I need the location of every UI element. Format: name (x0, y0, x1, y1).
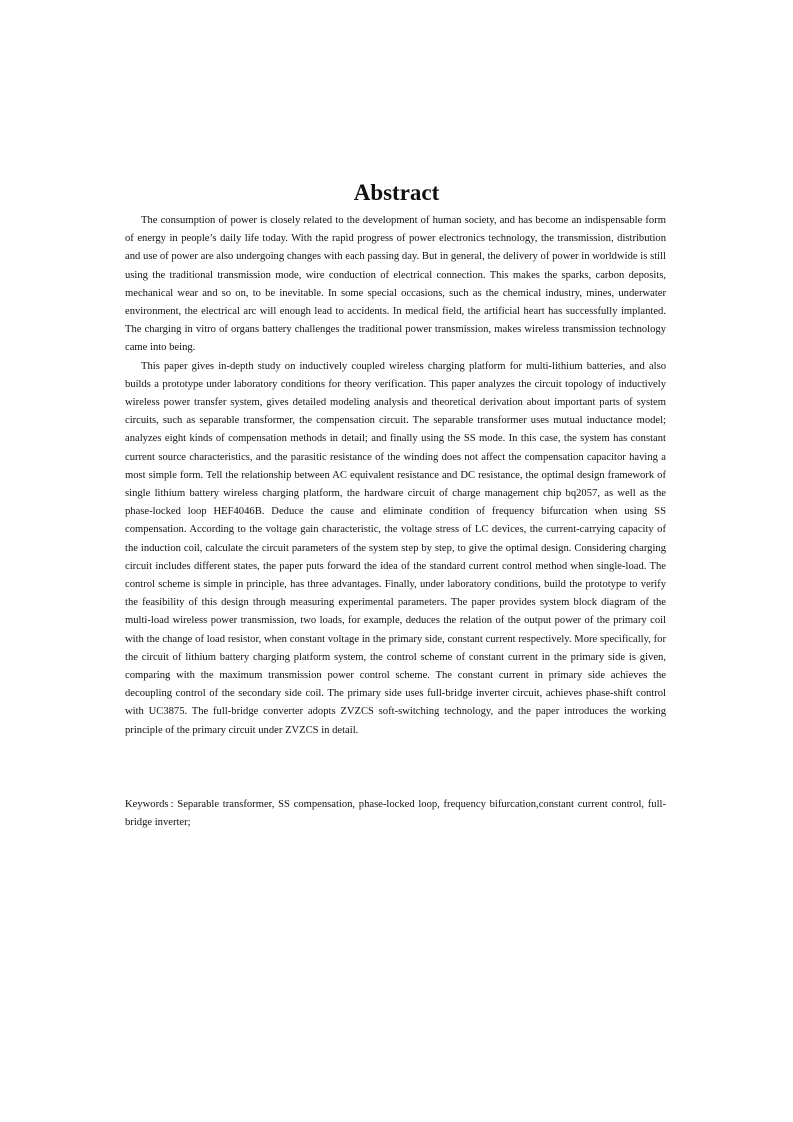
keywords-text: Keywords : Separable transformer, SS compensation, phase-locked loop, frequency bifurcation,constant current control, full-bridge inverter; (125, 799, 666, 829)
abstract-body (125, 212, 666, 740)
abstract-paragraph-1: The consumption of power is closely related to the development of human society, and has become an indispensable form of energy in people’s daily life today. With the rapid progress of power electronics technology, the transmission, distribution and use of power are also undergoing changes with each passing day. But in general, the delivery of power in worldwide is still using the traditional transmission mode, wire conduction of electrical connection. This makes the sparks, carbon deposits, mechanical wear and so on, to be inevitable. In some special occasions, such as the chemical industry, mines, underwater environment, the electrical arc will enough lead to accidents. In medical field, the artificial heart has successfully implanted. The charging in vitro of organs battery challenges the traditional power transmission, makes wireless transmission technology came into being. (125, 215, 666, 354)
keywords-section (125, 796, 666, 832)
abstract-title: Abstract (353, 180, 440, 205)
abstract-paragraph-2: This paper gives in-depth study on inductively coupled wireless charging platform for multi-lithium batteries, and also builds a prototype under laboratory conditions for theory verification. This paper analyzes the circuit topology of inductively wireless power transfer system, gives detailed modeling analysis and theoretical derivation about important parts of system circuits, such as separable transformer, the compensation circuit. The separable transformer uses mutual inductance model; analyzes eight kinds of compensation methods in detail; and finally using the SS mode. In this case, the system has constant current source characteristics, and the parasitic resistance of the winding does not affect the compensation capacitor having a most simple form. Tell the relationship between AC equivalent resistance and DC resistance, the optimal design framework of single lithium battery wireless charging platform, the hardware circuit of charge management chip bq2057, as well as the phase-locked loop HEF4046B. Deduce the cause and eliminate condition of frequency bifurcation when using SS compensation. According to the voltage gain characteristic, the voltage stress of LC devices, the current-carrying capacity of the induction coil, calculate the circuit parameters of the system step by step, to give the optimal design. Considering charging circuit includes different states, the paper puts forward the idea of the standard current control method when single-load. The control scheme is simple in principle, has three advantages. Finally, under laboratory conditions, build the prototype to verify the feasibility of this design through measuring experimental parameters. The paper provides system block diagram of the multi-load wireless power transmission, two loads, for example, deduces the relation of the output power of the primary coil with the change of load resistor, when constant voltage in the primary side, constant current respectively. More specifically, for the circuit of lithium battery charging platform system, the control scheme of constant current in the primary side is given, comparing with the maximum transmission power control scheme. The constant current in primary side achieves the decoupling control of the secondary side coil. The primary side uses full-bridge inverter circuit, achieves phase-shift control with UC3875. The full-bridge converter adopts ZVZCS soft-switching technology, and the paper introduces the working principle of the primary circuit under ZVZCS in detail. (125, 360, 666, 736)
